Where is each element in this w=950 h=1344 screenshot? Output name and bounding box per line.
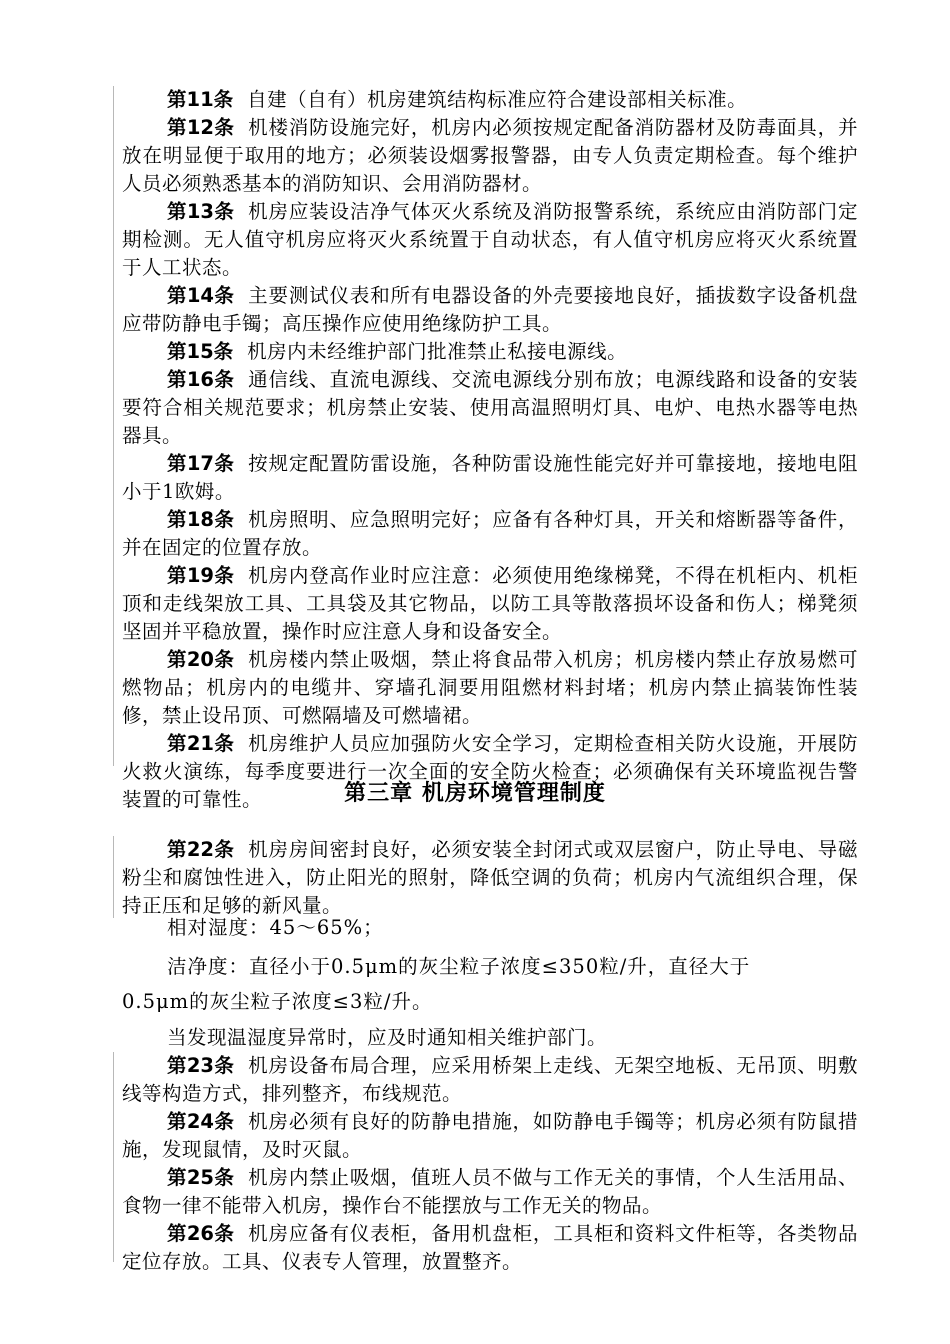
article-text: 主要测试仪表和所有电器设备的外壳要接地良好，插拔数字设备机盘应带防静电手镯；高压操作应使用绝缘防护工具。 [122, 284, 858, 335]
article-text: 机房房间密封良好，必须安装全封闭式或双层窗户，防止导电、导磁粉尘和腐蚀性进入，防止阳光的照射，降低空调的负荷；机房内气流组织合理，保持正压和足够的新风量。 [122, 838, 858, 917]
articles-block-3 [122, 1052, 858, 1276]
article-number: 第13条 [167, 200, 235, 223]
environment-specs [122, 914, 858, 942]
article-text: 机房内登高作业时应注意：必须使用绝缘梯凳，不得在机柜内、机柜顶和走线架放工具、工具袋及其它物品，以防工具等散落损坏设备和伤人；梯凳须坚固并平稳放置，操作时应注意人身和设备安全。 [122, 564, 858, 643]
article-number: 第23条 [167, 1054, 235, 1077]
article-text: 机房应备有仪表柜，备用机盘柜，工具柜和资料文件柜等，各类物品定位存放。工具、仪表专人管理，放置整齐。 [122, 1222, 858, 1273]
article-number: 第17条 [167, 452, 235, 475]
article-number: 第19条 [167, 564, 235, 587]
article-23 [122, 1052, 858, 1108]
cleanliness-line-1: 洁净度：直径小于0.5μm的灰尘粒子浓度≤350粒/升，直径大于 [167, 955, 751, 978]
cleanliness-line-2: 0.5μm的灰尘粒子浓度≤3粒/升。 [122, 990, 433, 1013]
article-number: 第16条 [167, 368, 235, 391]
article-number: 第26条 [167, 1222, 235, 1245]
article-14 [122, 282, 858, 338]
article-text: 按规定配置防雷设施，各种防雷设施性能完好并可靠接地，接地电阻小于1欧姆。 [122, 452, 858, 503]
article-number: 第15条 [167, 340, 234, 363]
article-19 [122, 562, 858, 646]
article-17 [122, 450, 858, 506]
notice-text: 当发现温湿度异常时，应及时通知相关维护部门。 [167, 1026, 608, 1049]
article-number: 第20条 [167, 648, 235, 671]
margin-rule-top [113, 86, 114, 766]
article-text: 通信线、直流电源线、交流电源线分别布放；电源线路和设备的安装要符合相关规范要求；机房禁止安装、使用高温照明灯具、电炉、电热水器等电热器具。 [122, 368, 858, 447]
article-18 [122, 506, 858, 562]
article-15 [122, 338, 858, 366]
articles-block-2 [122, 836, 858, 920]
cleanliness-spec [122, 953, 858, 981]
margin-rule-bottom [113, 1052, 114, 1262]
article-text: 机房内禁止吸烟，值班人员不做与工作无关的事情，个人生活用品、食物一律不能带入机房，操作台不能摆放与工作无关的物品。 [122, 1166, 858, 1217]
article-text: 机房应装设洁净气体灭火系统及消防报警系统，系统应由消防部门定期检测。无人值守机房应将灭火系统置于自动状态，有人值守机房应将灭火系统置于人工状态。 [122, 200, 858, 279]
article-number: 第12条 [167, 116, 235, 139]
margin-rule-middle [113, 836, 114, 918]
article-16 [122, 366, 858, 450]
article-text: 机房必须有良好的防静电措施，如防静电手镯等；机房必须有防鼠措施，发现鼠情，及时灭鼠。 [122, 1110, 858, 1161]
article-26 [122, 1220, 858, 1276]
article-text: 机房维护人员应加强防火安全学习，定期检查相关防火设施，开展防火救火演练，每季度要进行一次全面的安全防火检查；必须确保有关环境监视告警装置的可靠性。 [122, 732, 858, 811]
article-number: 第11条 [167, 88, 234, 111]
chapter-title: 第三章 机房环境管理制度 [344, 781, 606, 806]
notice-block [122, 1024, 858, 1052]
article-text: 自建（自有）机房建筑结构标准应符合建设部相关标准。 [247, 88, 748, 111]
article-text: 机房内未经维护部门批准禁止私接电源线。 [247, 340, 628, 363]
article-25 [122, 1164, 858, 1220]
article-13 [122, 198, 858, 282]
article-number: 第21条 [167, 732, 235, 755]
articles-block-1 [122, 86, 858, 814]
article-12 [122, 114, 858, 198]
article-number: 第22条 [167, 838, 235, 861]
article-number: 第25条 [167, 1166, 235, 1189]
humidity-spec: 相对湿度：45～65%； [167, 916, 384, 939]
article-22 [122, 836, 858, 920]
article-text: 机房照明、应急照明完好；应备有各种灯具，开关和熔断器等备件，并在固定的位置存放。 [122, 508, 858, 559]
cleanliness-spec-cont [122, 988, 858, 1016]
article-text: 机房楼内禁止吸烟，禁止将食品带入机房；机房楼内禁止存放易燃可燃物品；机房内的电缆井、穿墙孔洞要用阻燃材料封堵；机房内禁止搞装饰性装修，禁止设吊顶、可燃隔墙及可燃墙裙。 [122, 648, 858, 727]
article-text: 机楼消防设施完好，机房内必须按规定配备消防器材及防毒面具，并放在明显便于取用的地方；必须装设烟雾报警器，由专人负责定期检查。每个维护人员必须熟悉基本的消防知识、会用消防器材。 [122, 116, 858, 195]
article-number: 第18条 [167, 508, 235, 531]
article-24 [122, 1108, 858, 1164]
article-20 [122, 646, 858, 730]
article-11 [122, 86, 858, 114]
article-number: 第24条 [167, 1110, 235, 1133]
article-text: 机房设备布局合理，应采用桥架上走线、无架空地板、无吊顶、明敷线等构造方式，排列整齐，布线规范。 [122, 1054, 858, 1105]
article-number: 第14条 [167, 284, 235, 307]
